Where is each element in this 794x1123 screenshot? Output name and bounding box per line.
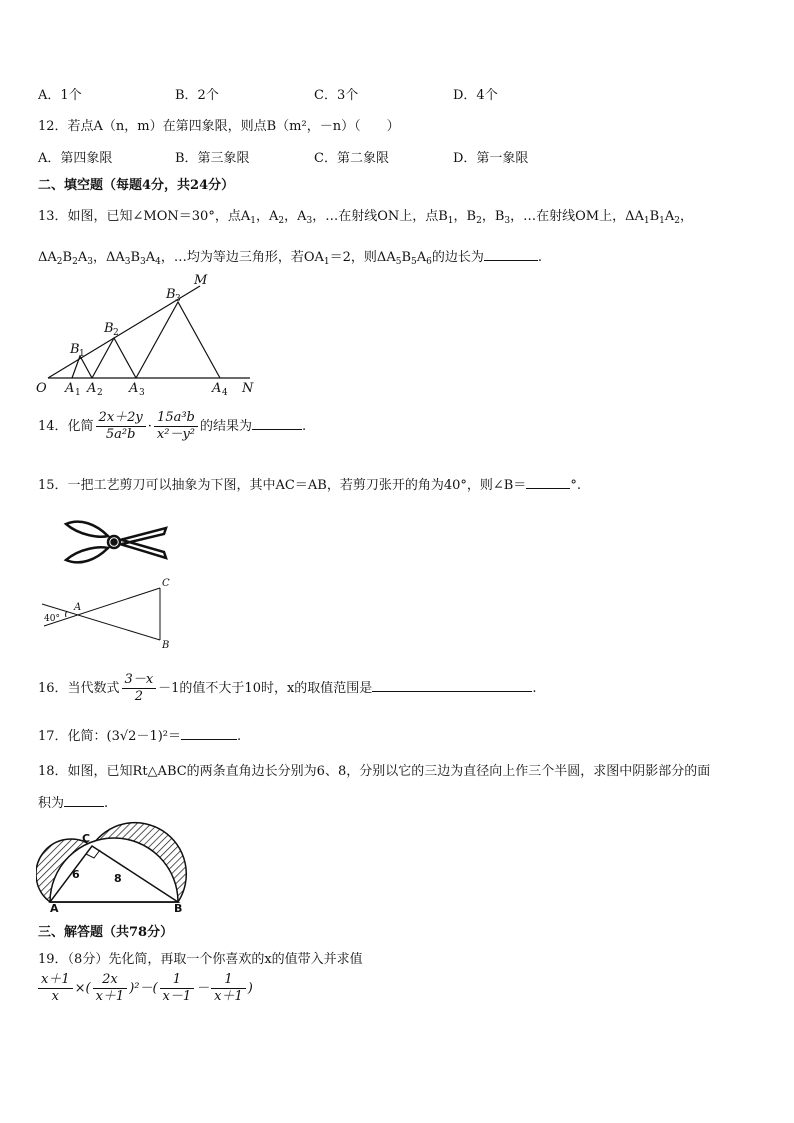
- sub-label: 3: [139, 388, 145, 396]
- q16-answer-blank: [372, 679, 532, 692]
- q11-option-b: B．2个: [175, 88, 219, 103]
- label-m: M: [194, 273, 208, 288]
- numerator: 3－x: [122, 672, 157, 689]
- q13-text: ，B: [481, 209, 505, 224]
- operator: ×(: [74, 981, 91, 996]
- handle-lower: [66, 547, 108, 562]
- q13-line-1: 13．如图，已知∠MON＝30°，点$A_1$，$A_2$，$A_3$，…在射线ON上，点$B_1$，$B_2$，$B_3$，…在射线OM上，$\Delta A_1B_1A_2$，: [38, 209, 694, 226]
- fraction: [93, 972, 128, 1005]
- q12-option-c: C．第二象限: [314, 151, 389, 166]
- q12-option-b: B．第三象限: [175, 151, 250, 166]
- q15-text: 15．一把工艺剪刀可以抽象为下图，其中AC＝AB，若剪刀张开的角为40°，则∠B＝: [38, 478, 527, 493]
- label-b1: B: [70, 342, 80, 357]
- denominator: x²－y²: [156, 427, 196, 442]
- q18-line-1: 18．如图，已知Rt△ABC的两条直角边长分别为6、8，分别以它的三边为直径向上作三个半圆，求图中阴影部分的面: [38, 764, 711, 779]
- numerator: x＋1: [38, 972, 73, 989]
- fraction: [160, 972, 195, 1005]
- q13-text: ，A: [284, 209, 307, 224]
- angle-arc: [66, 611, 67, 617]
- q13-text: ，…在射线OM上，ΔA: [510, 209, 644, 224]
- q14-answer-blank: [252, 417, 302, 430]
- handle-upper: [66, 522, 108, 537]
- q15-figure: [38, 574, 178, 654]
- q15-line: [38, 474, 581, 493]
- sub-label: 4: [222, 388, 228, 396]
- label-six: 6: [72, 868, 80, 881]
- denominator: x: [51, 989, 59, 1004]
- label-a2: A: [87, 381, 97, 396]
- numerator: 2x＋2y: [96, 410, 146, 427]
- q11-option-d: D．4个: [453, 88, 498, 103]
- q18-answer-blank: [64, 794, 104, 807]
- fraction: [38, 972, 73, 1005]
- q12-option-a: A．第四象限: [38, 151, 113, 166]
- q13-text: ，B: [453, 209, 477, 224]
- q17-answer-blank: [181, 727, 237, 740]
- denominator: x＋1: [95, 989, 125, 1004]
- label-a4: A: [212, 381, 222, 396]
- triangle-a2b2a3: [92, 338, 136, 378]
- q14-line: 14．化简 $\frac{2x+2y}{\text{5a²b}}$ · $\frac{\text{15a³b}}{\text{x²－y²}}$ 的结果为 .: [38, 410, 307, 442]
- label-o: O: [36, 381, 47, 396]
- label-eight: 8: [114, 872, 122, 885]
- label-c: C: [162, 578, 170, 589]
- label-b: B: [162, 640, 170, 651]
- q13-text: ，…在射线ON上，点B: [312, 209, 448, 224]
- q16-prefix: 16．当代数式: [38, 681, 120, 696]
- label-a: A: [50, 902, 59, 914]
- q14-fraction-1: [96, 410, 146, 443]
- q13-figure: [30, 268, 270, 396]
- sub-label: 2: [97, 388, 103, 396]
- operator: ): [247, 981, 253, 996]
- line-a-c: [44, 588, 160, 626]
- label-c: C: [82, 832, 91, 845]
- q13-answer-blank: [484, 248, 538, 261]
- fraction: [211, 972, 246, 1005]
- q16-suffix: .: [532, 681, 537, 696]
- q11-option-c: C．3个: [314, 88, 359, 103]
- sub-label: 1: [75, 388, 81, 396]
- q14-prefix: 14．化简: [38, 419, 94, 434]
- q15-suffix: °.: [570, 478, 581, 493]
- q12-option-d: D．第一象限: [453, 151, 529, 166]
- label-n: N: [242, 381, 254, 396]
- q13-text: ，…均为等边三角形，若OA: [160, 250, 324, 265]
- triangle-a1b1a2: [72, 356, 92, 378]
- q14-fraction-2: [154, 410, 198, 443]
- q13-text: 的边长为: [431, 250, 484, 265]
- denominator: x＋1: [214, 989, 243, 1004]
- scissors-picture: [60, 516, 172, 568]
- q13-text: ΔA: [38, 250, 57, 265]
- denominator: 5a²b: [105, 427, 136, 442]
- sub-label: 2: [113, 328, 119, 338]
- numerator: 15a³b: [154, 410, 198, 427]
- q15-answer-blank: [526, 476, 570, 489]
- q16-mid: －1的值不大于10时，x的取值范围是: [158, 681, 373, 696]
- label-b3: B: [166, 287, 176, 302]
- q13-text: 13．如图，已知∠MON＝30°，点A: [38, 209, 251, 224]
- q16-fraction: [122, 672, 157, 705]
- denominator: 2: [134, 689, 143, 704]
- q18-text: 积为: [38, 796, 65, 811]
- operator: )²－(: [129, 981, 158, 996]
- q19-expression: [36, 972, 253, 1005]
- sub-label: 3: [175, 294, 181, 304]
- label-a: A: [74, 602, 82, 613]
- q19-text: 19．（8分）先化简，再取一个你喜欢的x的值带入并求值: [38, 952, 363, 967]
- label-b: B: [174, 902, 183, 914]
- section-3-title: 三、解答题（共78分）: [38, 925, 174, 940]
- label-a3: A: [129, 381, 139, 396]
- label-b2: B: [104, 321, 114, 336]
- q17-suffix: .: [237, 729, 242, 744]
- q13-text: ，A: [255, 209, 279, 224]
- q13-text: ＝2，则ΔA: [329, 250, 396, 265]
- q13-line-2: $\Delta A_2B_2A_3$，$\Delta A_3B_3A_4$，…均为等边三角形，若$OA_1=2$，则$\Delta A_5B_5A_6$的边长为 .: [38, 250, 543, 267]
- numerator: 2x: [93, 972, 128, 989]
- label-angle: 40°: [44, 614, 60, 624]
- section-2-title: 二、填空题（每题4分，共24分）: [38, 178, 235, 193]
- triangle-a3b3a4: [136, 302, 220, 378]
- sub-label: 1: [79, 349, 85, 359]
- numerator: 1: [211, 972, 246, 989]
- q18-suffix: .: [104, 796, 109, 811]
- q16-line: [38, 672, 536, 705]
- q18-line-2: [38, 792, 108, 811]
- q14-suffix: 的结果为: [200, 419, 253, 434]
- label-a1: A: [65, 381, 75, 396]
- q13-text: ，ΔA: [92, 250, 125, 265]
- operator: －: [196, 981, 210, 996]
- blade-lower: [120, 540, 166, 558]
- q17-text: 17．化简：(3√2－1)²＝: [38, 729, 181, 744]
- q11-option-a: A．1个: [38, 88, 82, 103]
- q18-figure: [36, 818, 196, 914]
- numerator: 1: [160, 972, 195, 989]
- q17-line: [38, 725, 241, 744]
- denominator: x－1: [162, 989, 192, 1004]
- q12-stem: 12．若点A（n，m）在第四象限，则点B（m²，－n）（ ）: [38, 119, 400, 134]
